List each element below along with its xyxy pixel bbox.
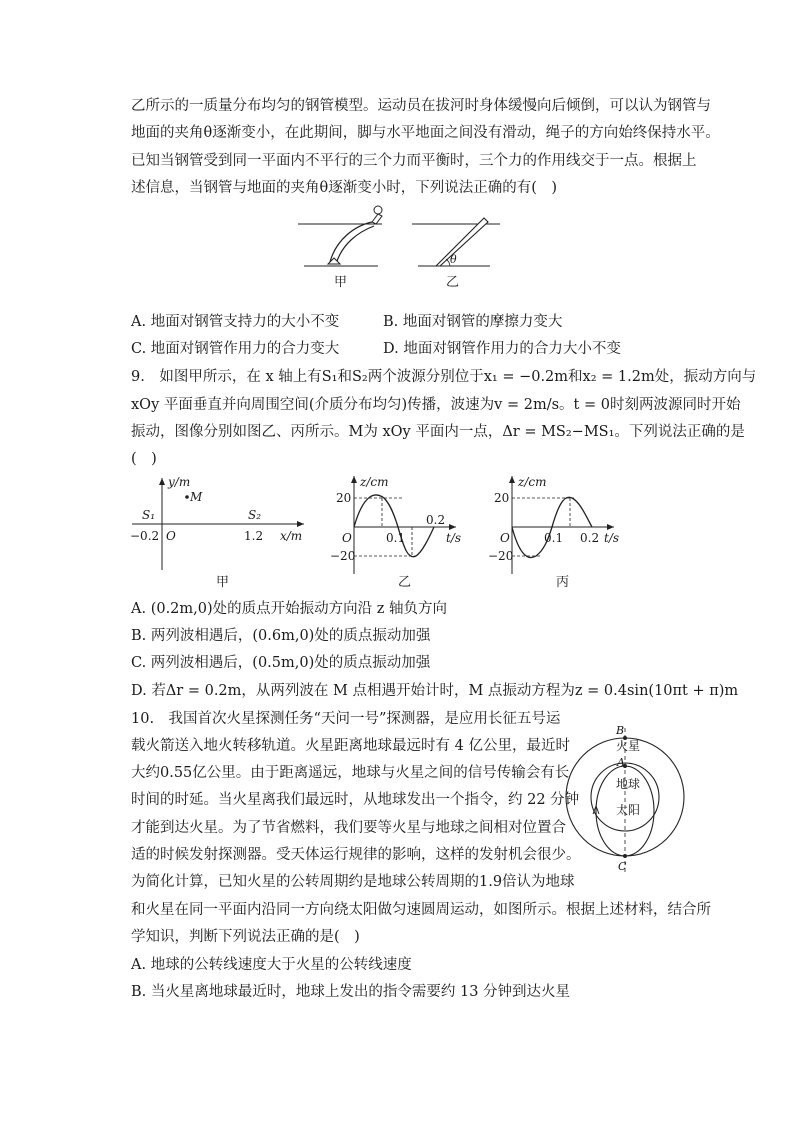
q10-option-b: B. 当火星离地球最近时，地球上发出的指令需要约 13 分钟到达火星: [131, 984, 571, 1000]
q9-figure-jia: [128, 470, 318, 592]
q9-line-2: xOy 平面垂直并向周围空间(介质分布均匀)传播，波速为v = 2m/s。t = 0时刻两波源同时开始: [131, 397, 741, 413]
orbit-label-sun: 太阳: [616, 803, 641, 817]
q9-figure-yi: [328, 470, 478, 592]
q9-figure-bing: [486, 470, 636, 592]
q8-line-3: 已知当钢管受到同一平面内不平行的三个力而平衡时，三个力的作用线交于一点。根据上: [131, 153, 697, 169]
q9-option-d: D. 若Δr = 0.2m，从两列波在 M 点相遇开始计时，M 点振动方程为z = 0.4sin(10πt + π)m: [131, 683, 739, 699]
q8-option-c: C. 地面对钢管作用力的合力变大: [131, 341, 340, 357]
jia-x-label: x/m: [280, 529, 303, 543]
orbit-label-b: B: [616, 724, 625, 737]
bing-t-label: t/s: [604, 531, 620, 545]
q8-line-1: 乙所示的一质量分布均匀的钢管模型。运动员在拔河时身体缓慢向后倾倒，可以认为钢管与: [131, 98, 711, 114]
orbit-label-c: C: [618, 860, 627, 873]
yi-t1: 0.1: [386, 531, 406, 545]
jia-caption: 甲: [216, 575, 230, 590]
q10-line-9: 学知识，判断下列说法正确的是( ): [131, 929, 360, 945]
q9-option-b: B. 两列波相遇后，(0.6m,0)处的质点振动加强: [131, 628, 431, 644]
yi-t-label: t/s: [446, 531, 462, 545]
q10-line-4: 时间的时延。当火星离我们最远时，从地球发出一个指令，约 22 分钟: [131, 792, 580, 808]
q9-option-a: A. (0.2m,0)处的质点开始振动方向沿 z 轴负方向: [131, 601, 448, 617]
yi-caption: 乙: [398, 575, 412, 590]
q8-option-a: A. 地面对钢管支持力的大小不变: [131, 314, 340, 330]
orbit-label-a: A: [617, 756, 625, 769]
q10-line-8: 和火星在同一平面内沿同一方向绕太阳做匀速圆周运动，如图所示。根据上述材料，结合所: [131, 902, 711, 918]
orbit-label-earth: 地球: [616, 777, 641, 791]
bing-bottom: −20: [488, 549, 514, 563]
q8-line-4: 述信息，当钢管与地面的夹角θ逐渐变小时，下列说法正确的有( ): [131, 180, 558, 196]
jia-origin: O: [166, 529, 176, 543]
q10-orbit-figure: [562, 716, 686, 876]
yi-top: 20: [336, 491, 352, 505]
q9-line-1: 9. 如图甲所示，在 x 轴上有S₁和S₂两个波源分别位于x₁ = −0.2m和x₂ = 1.2m处，振动方向与: [131, 369, 757, 385]
bing-origin: O: [500, 531, 510, 545]
bing-caption: 丙: [556, 575, 570, 590]
jia-y-label: y/m: [168, 475, 191, 489]
q8-line-2: 地面的夹角θ逐渐变小，在此期间，脚与水平地面之间没有滑动，绳子的方向始终保持水平。: [131, 125, 720, 141]
jia-s1-label: S₁: [142, 508, 156, 522]
bing-z-label: z/cm: [518, 475, 547, 489]
theta-label: θ: [450, 253, 457, 266]
q10-line-3: 大约0.55亿公里。由于距离遥远，地球与火星之间的信号传输会有长: [131, 765, 570, 781]
q9-line-3: 振动，图像分别如图乙、丙所示。M为 xOy 平面内一点，Δr = MS₂−MS₁。下列说法正确的是: [131, 424, 745, 440]
mars-orbit: [566, 738, 684, 856]
orbit-label-mars: 火星: [616, 739, 641, 753]
fig-label-jia: 甲: [334, 275, 348, 290]
jia-s2-label: S₂: [248, 508, 262, 522]
yi-origin: O: [342, 531, 352, 545]
q10-line-6: 适的时候发射探测器。受天体运行规律的影响，这样的发射机会很少。: [131, 847, 581, 863]
yi-bottom: −20: [330, 549, 356, 563]
jia-tick-pos: 1.2: [244, 529, 264, 543]
q10-option-a: A. 地球的公转线速度大于火星的公转线速度: [131, 957, 412, 973]
yi-t2: 0.2: [426, 513, 446, 527]
q10-line-2: 载火箭送入地火转移轨道。火星距离地球最远时有 4 亿公里，最近时: [131, 738, 570, 754]
q10-line-1: 10. 我国首次火星探测任务“天问一号”探测器，是应用长征五号运: [131, 711, 561, 727]
q10-line-5: 才能到达火星。为了节省燃料，我们要等火星与地球之间相对位置合: [131, 820, 566, 836]
q10-line-7: 为简化计算，已知火星的公转周期约是地球公转周期的1.9倍认为地球: [131, 874, 575, 890]
jia-m-label: M: [190, 490, 203, 504]
q8-option-b: B. 地面对钢管的摩擦力变大: [383, 314, 563, 330]
q8-figure-jia: [298, 206, 382, 290]
q9-option-c: C. 两列波相遇后，(0.5m,0)处的质点振动加强: [131, 655, 431, 671]
q9-line-4: ( ): [131, 451, 157, 467]
bing-top: 20: [494, 491, 510, 505]
q8-option-d: D. 地面对钢管作用力的合力大小不变: [383, 341, 621, 357]
bing-t2: 0.2: [580, 531, 600, 545]
fig-label-yi: 乙: [446, 275, 460, 290]
q8-figure-yi: [412, 218, 500, 290]
yi-z-label: z/cm: [360, 475, 389, 489]
bing-t1: 0.1: [544, 531, 564, 545]
point-m: [185, 495, 189, 499]
q8-figure: [290, 200, 510, 292]
jia-tick-neg: −0.2: [130, 529, 160, 543]
